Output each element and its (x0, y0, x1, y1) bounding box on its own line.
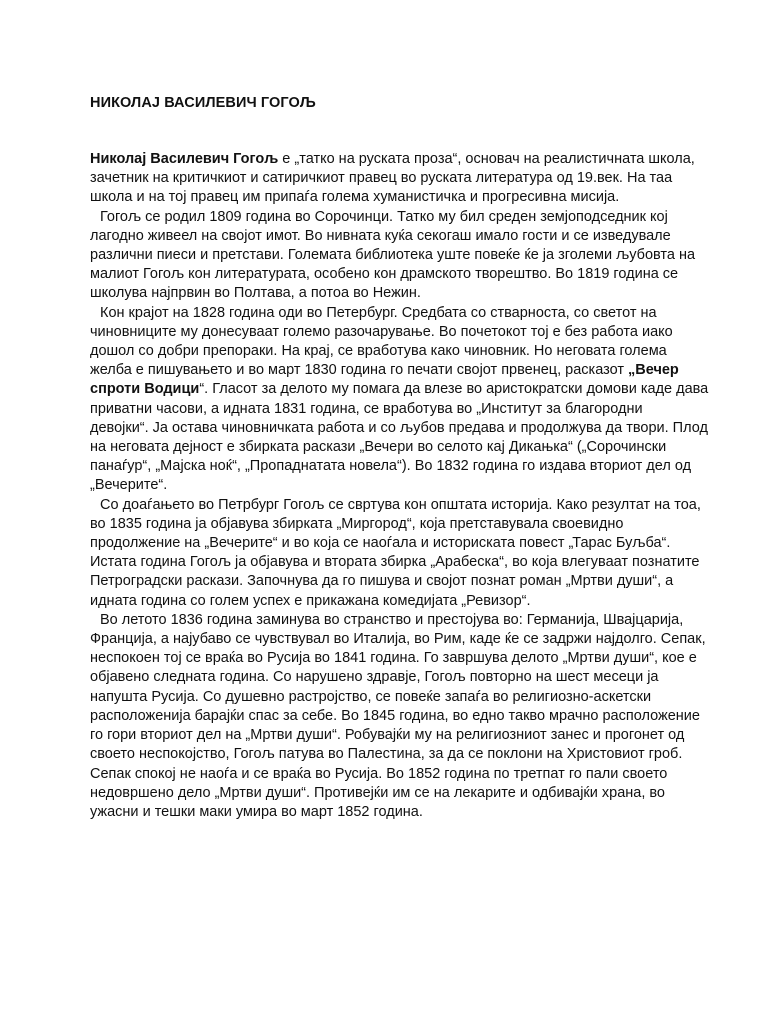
text-segment: школа и на тој правец им припаѓа голема хуманистичка и прогресивна мисија. (90, 189, 620, 206)
text-segment: чиновниците му донесуваат големо разочарување. Во почетокот тој е без работа иако (90, 323, 673, 340)
text-segment: школува најпрвин во Полтава, а потоа во Нежин. (90, 285, 421, 302)
bold-text: Николај Василевич Гогољ (90, 151, 279, 167)
text-line (90, 246, 696, 265)
text-line (90, 553, 700, 572)
text-segment: Петроградски раскази. Започнува да го пишува и својот познат роман „Мртви души“, а (90, 573, 674, 590)
text-line (90, 745, 690, 764)
text-line (90, 400, 690, 419)
text-line (90, 765, 690, 784)
paragraph (90, 208, 696, 304)
text-segment: панаѓур“, „Мајска ноќ“, „Пропаднатата новела“). Во 1832 година го издава вториот дел од (90, 458, 692, 475)
text-line (90, 515, 690, 534)
text-line (90, 188, 690, 207)
text-segment: Франција, а најубаво се чувствувал во Италија, во Рим, каде ќе се задржи најдолго. Сепак, (90, 631, 706, 648)
text-line (90, 284, 690, 303)
text-line (90, 150, 695, 169)
text-segment: своето неспокојство, Гогољ патува во Палестина, за да се поклони на Христовиот гроб. (90, 746, 683, 763)
text-segment: го гори вториот дел на „Мртви души“. Робувајќи му на религиозниот занес и прогонет од (90, 727, 685, 744)
text-line (90, 688, 690, 707)
text-segment: Со доаѓањето во Петрбург Гогољ се свртува кон општата историја. Како резултат на тоа, (100, 496, 701, 513)
text-line (90, 265, 690, 284)
text-line (90, 438, 690, 457)
text-line (90, 419, 708, 438)
text-line (90, 361, 690, 380)
text-segment: дошол со добри препораки. На крај, се вработува како чиновник. Но неговата голема (90, 343, 667, 360)
text-line (90, 784, 690, 803)
text-line (90, 592, 690, 611)
text-segment: недовршено дело „Мртви души“. Противејќи им се на лекарите и одбивајќи храна, во (90, 784, 666, 801)
text-line (90, 208, 690, 227)
text-segment: зачетник на критичкиот и сатиричкиот правец во руската литература од 19.век. На таа (90, 170, 673, 187)
text-line (90, 707, 700, 726)
text-line (90, 323, 690, 342)
text-segment: Сепак спокој не наоѓа и се враќа во Русија. Во 1852 година по третпат го пали своето (90, 765, 668, 782)
text-line (90, 803, 690, 822)
text-line (90, 304, 690, 323)
text-line (90, 630, 706, 649)
text-segment: ужасни и тешки маки умира во март 1852 година. (90, 803, 423, 820)
paragraph (90, 150, 695, 208)
text-segment: Кон крајот на 1828 година оди во Петербург. Средбата со стварноста, со светот на (100, 304, 657, 321)
text-segment: продолжение на „Вечерите“ и во која се наоѓала и историската повест „Тарас Буљба“. (90, 535, 671, 552)
text-segment: приватни часови, а идната 1831 година, се вработува во „Институт за благородни (90, 400, 643, 417)
text-segment: Истата година Гогољ ја објавува и втората збирка „Арабеска“, во која влегуваат познатите (90, 554, 700, 571)
text-segment: во 1835 година ја објавува збирката „Миргород“, која претставувала своевидно (90, 515, 624, 532)
paragraph (90, 611, 706, 822)
text-line (90, 572, 690, 591)
text-segment: “. Гласот за делото му помага да влезе во аристократски домови каде дава (199, 381, 709, 398)
text-line (90, 476, 690, 495)
text-line (90, 611, 690, 630)
text-line (90, 649, 697, 668)
text-segment: различни пиеси и претстави. Големата библиотека уште повеќе ќе ја зголеми љубовта на (90, 247, 696, 264)
text-segment: објавено следната година. Со нарушено здравје, Гогољ повторно на шест месеци ја (90, 669, 659, 686)
document-body (90, 150, 709, 822)
text-segment: е „татко на руската проза“, основач на реалистичната школа, (278, 151, 695, 167)
text-line (90, 496, 701, 515)
text-line (90, 457, 690, 476)
text-segment: лагодно живеел на својот имот. Во нивната куќа секогаш имало гости и се изведувале (90, 227, 671, 244)
text-segment: на неговата дејност е збирката раскази „Вечери во селото кај Дикањка“ („Сорочински (90, 439, 667, 456)
text-segment: малиот Гогољ кон литературата, особено кон драмското творештво. Во 1819 година се (90, 266, 679, 283)
text-line (90, 169, 690, 188)
document-title: НИКОЛАЈ ВАСИЛЕВИЧ ГОГОЉ (90, 95, 316, 111)
text-line (90, 380, 709, 399)
text-line (90, 726, 690, 745)
paragraph (90, 496, 701, 611)
text-segment: идната година со голем успех е прикажана комедијата „Ревизор“. (90, 592, 531, 609)
bold-text: спроти Водици (90, 381, 200, 398)
text-segment: Гогољ се родил 1809 година во Сорочинци. Татко му бил среден земјоподседник кој (100, 208, 668, 225)
text-segment: Во летото 1836 година заминува во странство и престојува во: Германија, Швајцарија, (100, 611, 684, 628)
text-line (90, 534, 690, 553)
text-segment: „Вечерите“. (90, 477, 168, 494)
text-segment: напушта Русија. Со душевно растројство, се повеќе запаѓа во религиозно-аскетски (90, 688, 652, 705)
text-line (90, 342, 690, 361)
text-segment: девојки“. Ја остава чиновничката работа и со љубов предава и продолжува да твори. Плод (90, 419, 708, 436)
text-segment: расположенија барајќи спас за себе. Во 1845 година, во едно такво мрачно расположение (90, 707, 700, 724)
bold-text: „Вечер (628, 362, 679, 379)
text-line (90, 227, 690, 246)
text-line (90, 668, 690, 687)
paragraph (90, 304, 709, 496)
text-segment: неспокоен тој се враќа во Русија во 1841 година. Го завршува делото „Мртви души“, кое е (90, 650, 697, 667)
text-segment: желба е пишувањето и во март 1830 година го печати својот првенец, расказот (90, 362, 629, 379)
